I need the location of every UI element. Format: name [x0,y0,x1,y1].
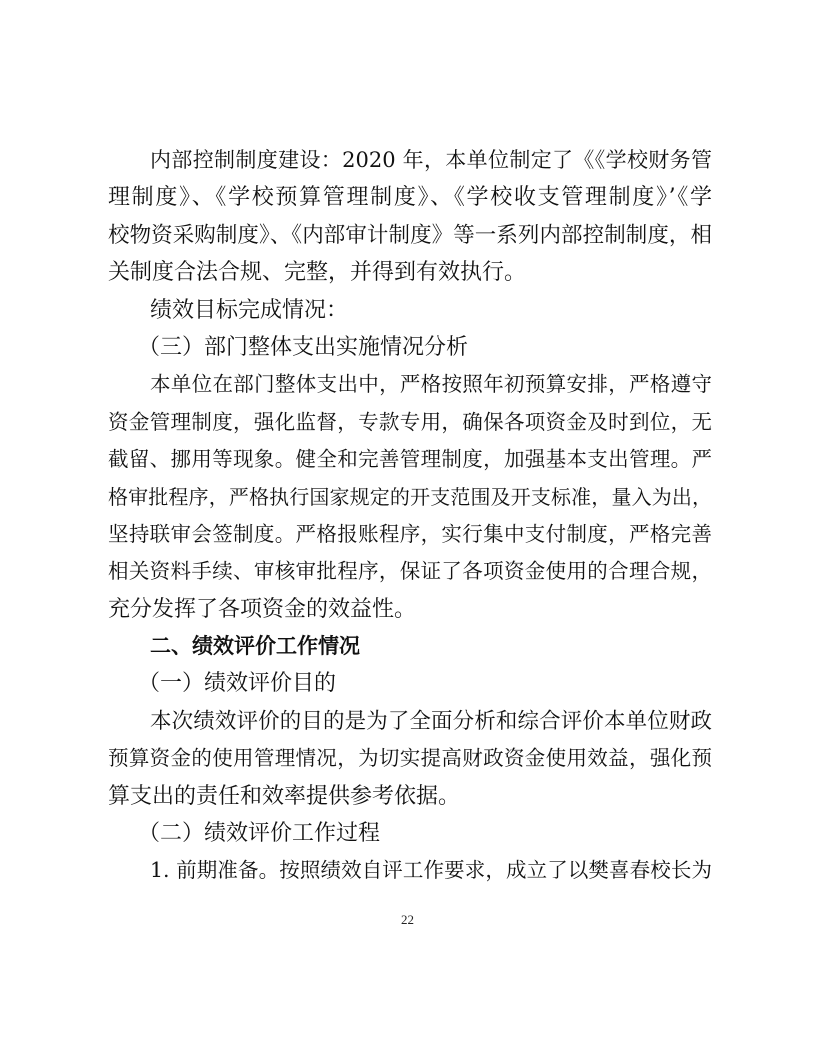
paragraph-expenditure-line-4: 格审批程序，严格执行国家规定的开支范围及开支标准，量入为出， [108,484,712,509]
paragraph-expenditure-line-1: 本单位在部门整体支出中，严格按照年初预算安排，严格遵守 [150,372,712,397]
paragraph-internal-control-line-4: 关制度合法合规、完整，并得到有效执行。 [108,260,527,286]
paragraph-purpose-line-2: 预算资金的使用管理情况，为切实提高财政资金使用效益，强化预 [108,746,712,771]
paragraph-expenditure-line-3: 截留、挪用等现象。健全和完善管理制度，加强基本支出管理。严 [108,447,712,472]
page-number: 22 [401,912,414,927]
paragraph-expenditure-line-2: 资金管理制度，强化监督，专款专用，确保各项资金及时到位，无 [108,409,712,434]
paragraph-expenditure-line-7: 充分发挥了各项资金的效益性。 [108,596,417,622]
paragraph-preparation-line-1: 1. 前期准备。按照绩效自评工作要求，成立了以樊喜春校长为 [150,858,712,883]
paragraph-expenditure-line-5: 坚持联审会签制度。严格报账程序，实行集中支付制度，严格完善 [108,521,712,546]
paragraph-internal-control-line-1: 内部控制制度建设：2020 年，本单位制定了《《学校财务管 [150,148,712,172]
paragraph-internal-control-line-2: 理制度》、《学校预算管理制度》、《学校收支管理制度》’《学 [108,185,712,211]
section-heading-1: （一）绩效评价目的 [138,671,337,697]
paragraph-internal-control-line-3: 校物资采购制度》、《内部审计制度》等一系列内部控制制度，相 [108,222,712,248]
section-heading-3: （三）部门整体支出实施情况分析 [138,334,469,360]
section-heading-2: （二）绩效评价工作过程 [138,821,381,847]
paragraph-purpose-line-1: 本次绩效评价的目的是为了全面分析和综合评价本单位财政 [150,708,712,734]
paragraph-purpose-line-3: 算支出的责任和效率提供参考依据。 [108,783,461,809]
paragraph-expenditure-line-6: 相关资料手续、审核审批程序，保证了各项资金使用的合理合规， [108,559,712,584]
document-body [108,142,712,890]
chapter-heading-2: 二、绩效评价工作情况 [150,634,360,659]
paragraph-performance-goals: 绩效目标完成情况： [150,297,349,323]
